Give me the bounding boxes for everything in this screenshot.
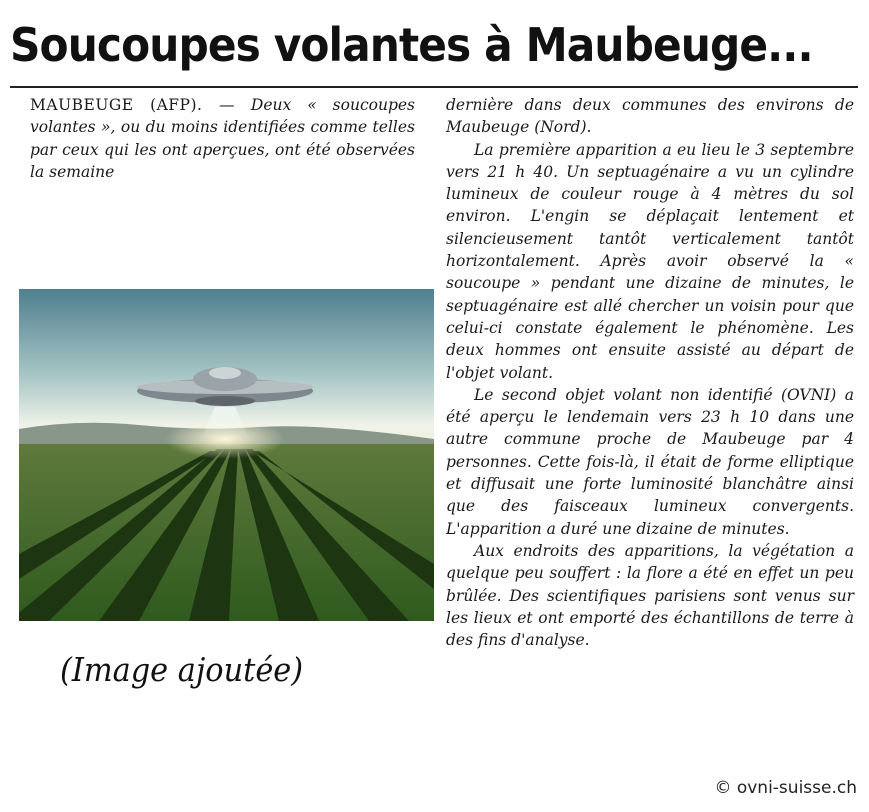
headline-rule: [10, 86, 858, 88]
column-right: [446, 94, 854, 651]
paragraph-first-sighting: La première apparition a eu lieu le 3 septembre vers 21 h 40. Un septuagénaire a vu un cylindre lumineux de couleur rouge à 4 mètres du sol environ. L'engin se déplaçait lentement et silencieusement tantôt verticalement tantôt horizontalement. Après avoir observé la « soucoupe » pendant une dizaine de minutes, le septuagénaire est allé chercher un voisin pour que celui-ci constate également le phénomène. Les deux hommes ont ensuite assisté au départ de l'objet volant.: [446, 140, 854, 382]
dateline: MAUBEUGE (AFP). —: [30, 96, 235, 114]
image-caption: (Image ajoutée): [60, 650, 304, 689]
paragraph-second-sighting: Le second objet volant non identifié (OVNI) a été aperçu le lendemain vers 23 h 10 dans une autre commune proche de Maubeuge par 4 personnes. Cette fois-là, il était de forme elliptique et diffusait une forte luminosité blanchâtre ainsi que des faisceaux lumineux convergents. L'apparition a duré une dizaine de minutes.: [446, 385, 854, 538]
copyright-credit: © ovni-suisse.ch: [714, 778, 857, 798]
column-left: [30, 94, 415, 183]
ufo-photo: [19, 289, 434, 621]
paragraph-lead-continued: dernière dans deux communes des environs de Maubeuge (Nord).: [446, 96, 854, 137]
paragraph-lead-text: Deux « soucoupes volantes », ou du moins identifiées comme telles par ceux qui les ont aperçues, ont été observées la semaine: [30, 96, 415, 181]
paragraph-lead: [30, 94, 415, 183]
paragraph-vegetation: Aux endroits des apparitions, la végétation a quelque peu souffert : la flore a été en effet un peu brûlée. Des scientifiques parisiens sont venus sur les lieux et ont emporté des échantillons de terre à des fins d'analyse.: [446, 541, 854, 650]
headline: Soucoupes volantes à Maubeuge...: [10, 18, 813, 72]
